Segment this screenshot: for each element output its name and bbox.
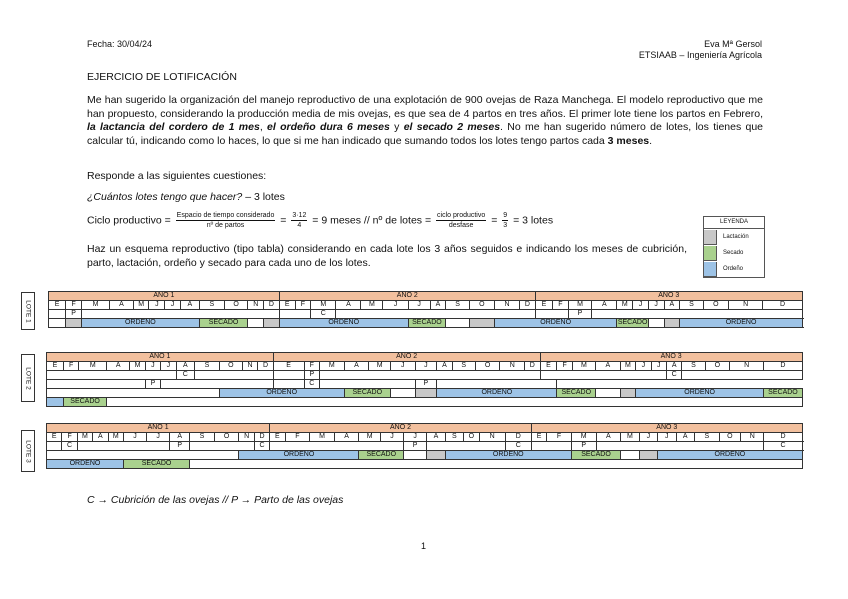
intro-paragraph: Me han sugerido la organización del manejo reproductivo de una explotación de 900 ovejas de Raza Manchega. El modelo reproductivo que me han propuesto, considerando la producción media de mis ovejas, es que sea de 4 partos en tres años. El primer lote tiene los partos en Febrero, la lactancia del cordero de 1 mes, el ordeño dura 6 meses y el secado 2 meses. No me han sugerido número de lotes, los tienes que calcular tú, indicando como lo haces, lo que si me han indicado que sumando todos los lotes tengo partos cada 3 meses. — [87, 94, 764, 147]
month-cell: M — [133, 301, 149, 310]
ordeno-cell: ORDEÑO — [81, 319, 199, 328]
secado-cell: SECADO — [359, 451, 404, 460]
legend-item-lactacion: Lactación — [704, 229, 764, 245]
empty-cell — [596, 389, 621, 398]
lactacion-cell — [664, 319, 680, 328]
month-cell: S — [680, 301, 704, 310]
legend-title: LEYENDA — [704, 217, 764, 229]
formula: Ciclo productivo = $\frac{\text{Espacio de tiempo considerado}}{\text{nº de partos}}$ = $\frac{3\cdot 12}{4}$ = 9 meses // nº de lotes = $\frac{\text{ciclo productivo}}{\text{desfase}}$ = $\frac{9}{3}$ = 3 lotes — [87, 212, 554, 229]
empty-cell — [535, 310, 568, 319]
empty-cell — [47, 371, 177, 380]
empty-cell — [49, 310, 66, 319]
month-row — [47, 362, 803, 371]
year-header: AÑO 3 — [540, 353, 802, 362]
empty-cell — [648, 319, 664, 328]
ordeno-cell: ORDEÑO — [279, 319, 408, 328]
month-cell: D — [525, 362, 540, 371]
parto-cell: P — [571, 442, 596, 451]
month-cell: J — [415, 362, 437, 371]
year-header: AÑO 1 — [47, 353, 274, 362]
lactacion-cell — [415, 389, 437, 398]
school: ETSIAAB – Ingeniería Agrícola — [638, 50, 762, 60]
legend-swatch-secado — [704, 246, 717, 261]
month-cell: J — [648, 301, 664, 310]
bar-row — [47, 398, 803, 407]
month-cell: M — [568, 301, 592, 310]
month-cell: O — [703, 301, 728, 310]
empty-cell — [596, 442, 764, 451]
month-cell: S — [190, 433, 215, 442]
cubricion-cell: C — [311, 310, 336, 319]
month-cell: E — [279, 301, 295, 310]
empty-cell — [592, 310, 802, 319]
lot-label-2: LOTE 2 — [21, 354, 35, 402]
empty-cell — [47, 442, 62, 451]
secado-cell: SECADO — [571, 451, 620, 460]
mark-row — [49, 310, 803, 319]
legend-swatch-lactacion — [704, 230, 717, 245]
month-cell: A — [334, 433, 359, 442]
month-cell: M — [81, 301, 109, 310]
empty-cell — [390, 389, 415, 398]
empty-cell — [404, 451, 427, 460]
empty-cell — [270, 442, 404, 451]
month-cell: E — [47, 433, 62, 442]
year-header: AÑO 3 — [531, 424, 802, 433]
month-cell: F — [295, 301, 311, 310]
mark-row — [47, 371, 803, 380]
year-header: AÑO 1 — [49, 292, 280, 301]
month-cell: M — [311, 301, 336, 310]
empty-cell — [195, 371, 274, 380]
month-cell: F — [63, 362, 78, 371]
month-cell: A — [664, 301, 680, 310]
month-cell: F — [62, 433, 77, 442]
month-cell: J — [123, 433, 146, 442]
month-cell: A — [676, 433, 694, 442]
month-cell: M — [310, 433, 335, 442]
month-cell: A — [176, 362, 195, 371]
secado-cell: SECADO — [344, 389, 390, 398]
empty-cell — [47, 389, 220, 398]
month-cell: A — [596, 362, 621, 371]
month-cell: S — [445, 433, 463, 442]
month-cell: A — [666, 362, 681, 371]
month-cell: O — [469, 301, 494, 310]
page-number: 1 — [421, 541, 427, 551]
year-header: AÑO 2 — [279, 292, 535, 301]
year-header: AÑO 2 — [273, 353, 540, 362]
year-row — [47, 424, 803, 433]
ordeno-cell: ORDEÑO — [494, 319, 616, 328]
month-cell: N — [728, 301, 763, 310]
month-cell: N — [500, 362, 525, 371]
month-cell: E — [273, 362, 304, 371]
year-header: AÑO 1 — [47, 424, 270, 433]
year-row — [47, 353, 803, 362]
month-cell: J — [383, 301, 408, 310]
month-cell: J — [633, 301, 649, 310]
month-cell: A — [430, 301, 446, 310]
legend-item-secado: Secado — [704, 245, 764, 261]
empty-cell — [319, 371, 540, 380]
month-cell: S — [695, 433, 720, 442]
month-cell: D — [505, 433, 531, 442]
month-cell: D — [764, 433, 802, 442]
empty-cell — [107, 398, 803, 407]
month-cell: D — [254, 433, 269, 442]
month-cell: J — [145, 362, 160, 371]
respond-line: Responde a las siguientes cuestiones: — [87, 170, 267, 182]
bar-row — [49, 319, 803, 328]
month-cell: M — [108, 433, 123, 442]
empty-cell — [540, 371, 666, 380]
lot-2-table — [46, 352, 803, 407]
ordeno-cell: ORDEÑO — [445, 451, 571, 460]
bar-row — [47, 389, 803, 398]
month-cell: O — [224, 301, 248, 310]
cubricion-cell: C — [62, 442, 77, 451]
month-cell: E — [47, 362, 64, 371]
month-cell: M — [571, 433, 596, 442]
month-cell: M — [77, 433, 92, 442]
month-cell: A — [107, 362, 130, 371]
month-cell: O — [719, 433, 741, 442]
secado-cell: SECADO — [557, 389, 596, 398]
month-cell: S — [199, 301, 224, 310]
month-cell: A — [170, 433, 190, 442]
month-cell: J — [147, 433, 170, 442]
ordeno-cell: ORDEÑO — [437, 389, 557, 398]
empty-cell — [446, 319, 470, 328]
date: Fecha: 30/04/24 — [87, 39, 153, 49]
month-cell: S — [195, 362, 220, 371]
empty-cell — [531, 442, 571, 451]
lot-label-3: LOTE 3 — [21, 430, 35, 472]
month-cell: E — [49, 301, 66, 310]
month-cell: F — [547, 433, 572, 442]
question-line: ¿Cuántos lotes tengo que hacer? – 3 lotes — [87, 191, 285, 203]
month-cell: D — [763, 301, 802, 310]
month-cell: F — [285, 433, 310, 442]
month-cell: O — [219, 362, 242, 371]
month-cell: M — [319, 362, 344, 371]
month-cell: E — [531, 433, 546, 442]
year-header: AÑO 2 — [270, 424, 532, 433]
month-cell: E — [270, 433, 285, 442]
month-row — [47, 433, 803, 442]
author-name: Eva Mª Gersol — [704, 39, 762, 49]
empty-cell — [161, 380, 274, 389]
ordeno-cell: ORDEÑO — [658, 451, 803, 460]
empty-cell — [248, 319, 264, 328]
month-cell: F — [304, 362, 319, 371]
lot-label-1: LOTE 1 — [21, 292, 35, 330]
month-cell: D — [258, 362, 273, 371]
empty-cell — [47, 380, 146, 389]
secado-cell: SECADO — [617, 319, 648, 326]
empty-cell — [190, 442, 255, 451]
month-cell: D — [520, 301, 536, 310]
ordeno-cell: ORDEÑO — [680, 319, 803, 328]
month-cell: M — [359, 433, 381, 442]
lactacion-cell — [264, 319, 280, 328]
month-cell: J — [651, 362, 666, 371]
month-cell: E — [540, 362, 557, 371]
legend — [703, 216, 765, 278]
empty-cell — [319, 380, 415, 389]
month-cell: J — [639, 433, 657, 442]
parto-cell: P — [404, 442, 427, 451]
page-title: EJERCICIO DE LOTIFICACIÓN — [87, 71, 237, 83]
parto-cell: P — [304, 371, 319, 380]
secado-cell: SECADO — [199, 319, 248, 328]
cubricion-cell: C — [304, 380, 319, 389]
month-cell: M — [361, 301, 383, 310]
month-cell: O — [214, 433, 239, 442]
lactacion-cell — [66, 319, 82, 328]
empty-cell — [81, 310, 279, 319]
empty-cell — [273, 380, 304, 389]
lot-3-table — [46, 423, 803, 469]
lactacion-cell — [427, 451, 445, 460]
month-cell: F — [553, 301, 569, 310]
month-cell: A — [336, 301, 361, 310]
month-cell: M — [621, 433, 639, 442]
month-cell: A — [180, 301, 199, 310]
month-cell: A — [427, 433, 445, 442]
empty-cell — [427, 442, 506, 451]
parto-cell: P — [170, 442, 190, 451]
month-cell: F — [66, 301, 82, 310]
secado-cell: SECADO — [123, 460, 189, 469]
month-cell: J — [636, 362, 651, 371]
month-cell: J — [390, 362, 415, 371]
month-cell: N — [741, 433, 764, 442]
empty-cell — [336, 310, 535, 319]
lactacion-cell — [469, 319, 494, 328]
month-cell: M — [369, 362, 391, 371]
month-cell: J — [165, 301, 181, 310]
cubricion-cell: C — [505, 442, 531, 451]
ordeno-cell: ORDEÑO — [219, 389, 344, 398]
legend-swatch-ordeno — [704, 262, 717, 277]
bar-row — [47, 451, 803, 460]
empty-cell — [621, 451, 639, 460]
month-cell: N — [239, 433, 254, 442]
month-cell: N — [242, 362, 257, 371]
month-cell: N — [479, 433, 505, 442]
year-row — [49, 292, 803, 301]
ordeno-cell: ORDEÑO — [239, 451, 359, 460]
month-cell: J — [658, 433, 676, 442]
secado-cell: SECADO — [764, 389, 803, 398]
month-cell: J — [149, 301, 165, 310]
secado-cell: SECADO — [408, 319, 446, 328]
month-cell: A — [437, 362, 452, 371]
month-cell: J — [161, 362, 176, 371]
month-cell: A — [592, 301, 617, 310]
empty-cell — [279, 310, 310, 319]
footer-note: C → Cubrición de las ovejas // P → Parto de las ovejas — [87, 494, 344, 506]
instruction-paragraph: Haz un esquema reproductivo (tipo tabla) considerando en cada lote los 3 años seguidos e indicando los meses de cubrición, parto, lactación, ordeño y secado para cada uno de los lotes. — [87, 243, 687, 269]
month-cell: N — [248, 301, 264, 310]
month-cell: N — [730, 362, 764, 371]
month-cell: A — [596, 433, 621, 442]
month-row — [49, 301, 803, 310]
empty-cell — [47, 451, 239, 460]
month-cell: D — [764, 362, 803, 371]
lot-1-table — [48, 291, 803, 328]
month-cell: A — [93, 433, 108, 442]
month-cell: S — [682, 362, 705, 371]
empty-cell — [437, 380, 557, 389]
empty-cell — [77, 442, 169, 451]
month-cell: M — [130, 362, 145, 371]
month-cell: J — [381, 433, 404, 442]
empty-cell — [273, 371, 304, 380]
month-cell: N — [494, 301, 519, 310]
month-cell: A — [110, 301, 134, 310]
empty-cell — [682, 371, 802, 380]
month-cell: M — [79, 362, 107, 371]
parto-cell: P — [145, 380, 160, 389]
lactacion-cell — [639, 451, 657, 460]
mark-row — [47, 442, 803, 451]
mark-row — [47, 380, 803, 389]
ordeno-cell — [47, 398, 64, 407]
month-cell: O — [464, 433, 479, 442]
month-cell: M — [620, 362, 635, 371]
lactacion-cell — [620, 389, 635, 398]
month-cell: E — [535, 301, 552, 310]
cubricion-cell: C — [666, 371, 681, 380]
cubricion-cell: C — [176, 371, 195, 380]
cubricion-cell: C — [254, 442, 269, 451]
ordeno-cell: ORDEÑO — [47, 460, 124, 469]
secado-cell: SECADO — [63, 398, 106, 407]
month-cell: O — [705, 362, 730, 371]
month-cell: M — [617, 301, 633, 310]
ordeno-cell: ORDEÑO — [636, 389, 764, 398]
bar-row — [47, 460, 803, 469]
year-header: AÑO 3 — [535, 292, 802, 301]
empty-cell — [49, 319, 66, 328]
month-cell: S — [446, 301, 470, 310]
month-cell: J — [408, 301, 430, 310]
month-cell: A — [344, 362, 369, 371]
empty-cell — [190, 460, 803, 469]
parto-cell: P — [415, 380, 437, 389]
cubricion-cell: C — [764, 442, 802, 451]
month-cell: M — [572, 362, 595, 371]
month-cell: O — [475, 362, 500, 371]
month-cell: D — [264, 301, 280, 310]
parto-cell: P — [66, 310, 82, 319]
month-cell: J — [404, 433, 427, 442]
month-cell: F — [557, 362, 572, 371]
parto-cell: P — [568, 310, 592, 319]
month-cell: S — [452, 362, 475, 371]
legend-item-ordeno: Ordeño — [704, 261, 764, 277]
